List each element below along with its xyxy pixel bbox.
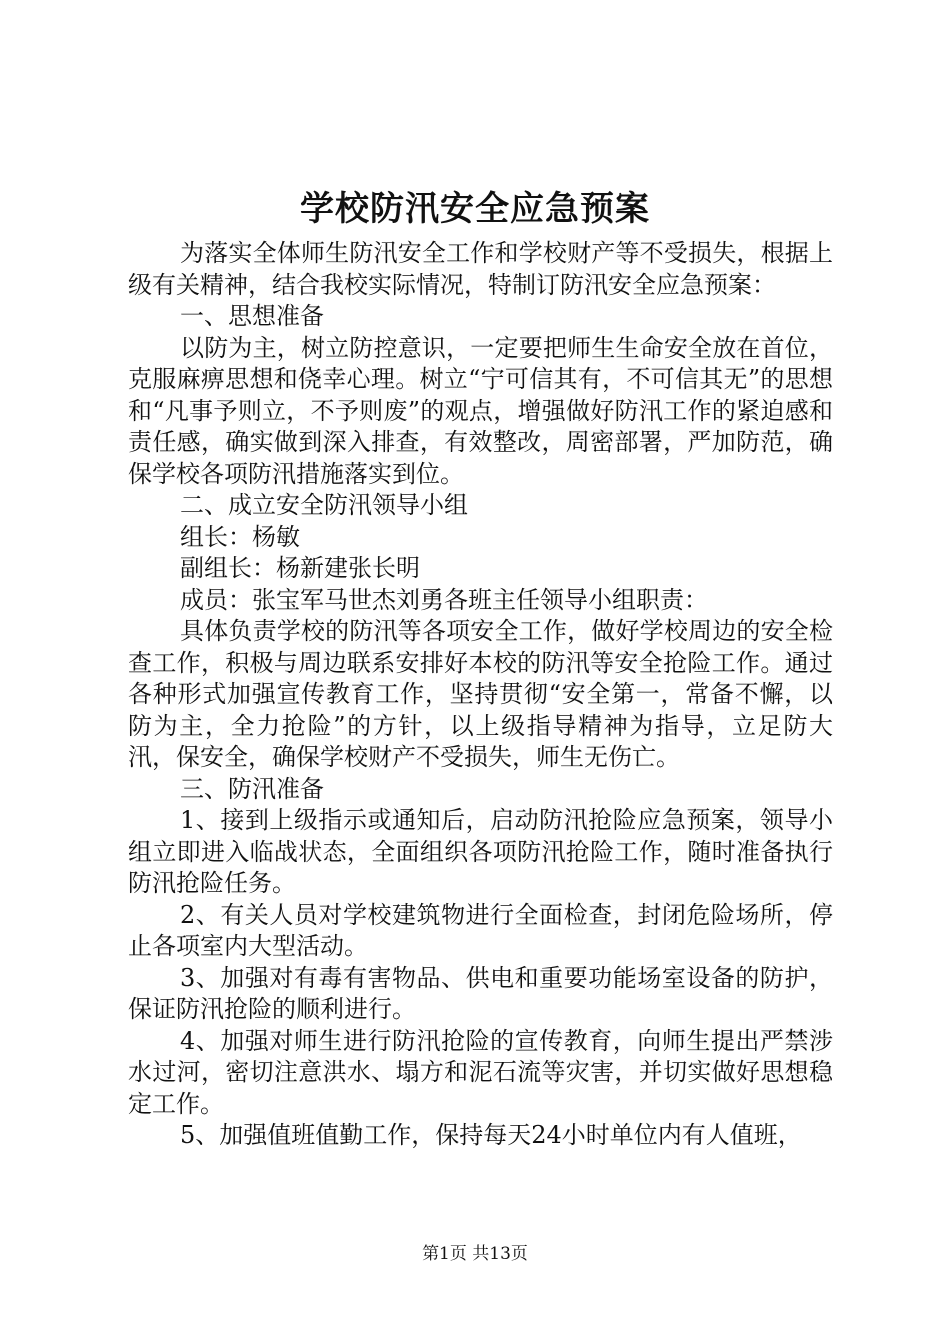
paragraph-duties: 具体负责学校的防汛等各项安全工作，做好学校周边的安全检查工作，积极与周边联系安排好本校的防汛等安全抢险工作。通过各种形式加强宣传教育工作，坚持贯彻“安全第一，常备不懈，以防为主，全力抢险”的方针，以上级指导精神为指导，立足防大汛，保安全，确保学校财产不受损失，师生无伤亡。 — [128, 617, 833, 771]
paragraph-thinking: 以防为主，树立防控意识，一定要把师生生命安全放在首位，克服麻痹思想和侥幸心理。树立“宁可信其有，不可信其无”的思想和“凡事予则立，不予则废”的观点，增强做好防汛工作的紧迫感和责任感，确实做到深入排查，有效整改，周密部署，严加防范，确保学校各项防汛措施落实到位。 — [128, 333, 833, 488]
section-heading-3: 三、防汛准备 — [180, 774, 324, 803]
list-item-1: 1、接到上级指示或通知后，启动防汛抢险应急预案，领导小组立即进入临战状态，全面组织各项防汛抢险工作，随时准备执行防汛抢险任务。 — [128, 806, 833, 897]
list-item-4: 4、加强对师生进行防汛抢险的宣传教育，向师生提出严禁涉水过河，密切注意洪水、塌方和泥石流等灾害，并切实做好思想稳定工作。 — [128, 1026, 833, 1118]
list-item-2: 2、有关人员对学校建筑物进行全面检查，封闭危险场所，停止各项室内大型活动。 — [128, 900, 833, 960]
list-item-3: 3、加强对有毒有害物品、供电和重要功能场室设备的防护，保证防汛抢险的顺利进行。 — [128, 963, 833, 1023]
members-line: 成员：张宝军马世杰刘勇各班主任领导小组职责： — [180, 585, 708, 614]
deputy-leader-line: 副组长：杨新建张长明 — [180, 554, 420, 582]
document-title: 学校防汛安全应急预案 — [300, 189, 650, 229]
page-footer: 第1页 共13页 — [422, 1244, 528, 1264]
document-body — [128, 238, 833, 1152]
paragraph-intro: 为落实全体师生防汛安全工作和学校财产等不受损失，根据上级有关精神，结合我校实际情况，特制订防汛安全应急预案： — [128, 239, 833, 299]
group-leader-line: 组长：杨敏 — [180, 522, 300, 551]
list-item-5: 5、加强值班值勤工作，保持每天24小时单位内有人值班， — [180, 1121, 802, 1149]
section-heading-2: 二、成立安全防汛领导小组 — [180, 491, 468, 519]
section-heading-1: 一、思想准备 — [180, 302, 324, 330]
